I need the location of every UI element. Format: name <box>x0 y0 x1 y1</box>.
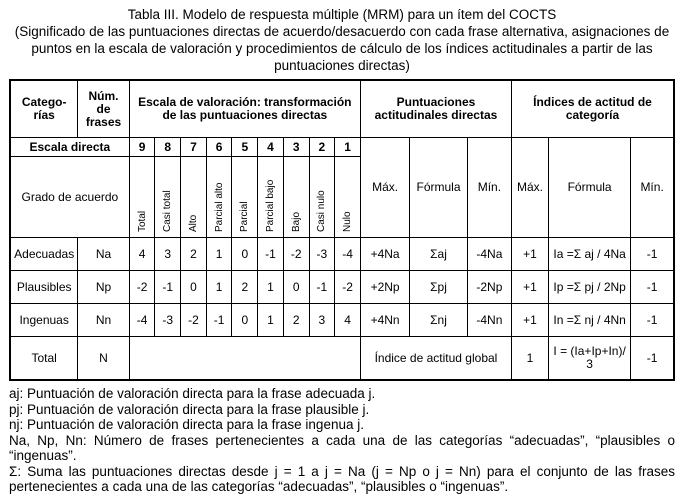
max-directas-cell: +2Np <box>360 271 409 304</box>
max-indice-cell: 1 <box>512 337 549 381</box>
scale-number-cell: 6 <box>206 138 232 157</box>
score-cell: 0 <box>181 271 207 304</box>
max-indice-cell: +1 <box>512 238 549 271</box>
min-directas-cell: -2Np <box>467 271 511 304</box>
grado-level-cell <box>283 157 309 238</box>
header-categorias: Catego-rías <box>10 80 78 138</box>
row-num-frases: N <box>78 337 129 381</box>
max-indice-cell: +1 <box>512 271 549 304</box>
min-directas-cell: -4Na <box>467 238 511 271</box>
formula-directas-cell: Σpj <box>410 271 468 304</box>
grado-level-cell <box>335 157 361 238</box>
header-escala-valoracion: Escala de valoración: transformación de las puntuaciones directas <box>129 80 360 138</box>
header-row <box>10 80 674 138</box>
grado-level-cell <box>181 157 207 238</box>
score-cell: -1 <box>206 304 232 337</box>
min-indice-cell: -1 <box>631 337 674 381</box>
escala-directa-label: Escala directa <box>10 138 129 157</box>
grado-level-parcial-alto: Parcial alto <box>213 182 225 232</box>
score-cell: -1 <box>309 271 335 304</box>
empty-scale-cell <box>129 337 360 381</box>
score-cell: 4 <box>335 304 361 337</box>
score-cell: -4 <box>129 304 155 337</box>
row-num-frases: Na <box>78 238 129 271</box>
score-cell: 0 <box>232 304 258 337</box>
header-num-frases: Núm. de frases <box>78 80 129 138</box>
score-cell: -3 <box>309 238 335 271</box>
row-category: Total <box>10 337 78 381</box>
row-category: Adecuadas <box>10 238 78 271</box>
table-row-total <box>10 337 674 381</box>
grado-level-cell <box>206 157 232 238</box>
formula-directas-cell: Σaj <box>410 238 468 271</box>
score-cell: 2 <box>232 271 258 304</box>
table-row-plausibles <box>10 271 674 304</box>
header-puntuaciones-directas: Puntuaciones actitudinales directas <box>360 80 511 138</box>
formula-indice-cell: In =Σ nj / 4Nn <box>549 304 631 337</box>
mrm-table <box>9 79 675 381</box>
table-row-ingenuas <box>10 304 674 337</box>
min-directas-cell: -4Nn <box>467 304 511 337</box>
row-num-frases: Np <box>78 271 129 304</box>
subheader-min-directas: Mín. <box>467 138 511 238</box>
footnote-pj: pj: Puntuación de valoración directa para la frase plausible j. <box>9 401 370 417</box>
formula-indice-cell: Ia =Σ aj / 4Na <box>549 238 631 271</box>
footnote-sigma: Σ: Suma las puntuaciones directas desde j = 1 a j = Na (j = Np o j = Nn) para el conjunto de las frases pertenecientes a cada una de las categorías “adecuadas”, “plausibles o “ingenuas”. <box>9 463 675 494</box>
score-cell: 2 <box>283 304 309 337</box>
table-subtitle: (Significado de las puntuaciones directas de acuerdo/desacuerdo con cada frase alternativa, asignaciones de puntos en la escala de valoración y procedimientos de cálculo de los índices actitudinales a partir de las puntuaciones directas) <box>14 24 670 73</box>
footnote-num-frases: Na, Np, Nn: Número de frases pertenecientes a cada una de las categorías “adecuadas”, “plausibles o “ingenuas”. <box>9 432 675 463</box>
score-cell: 2 <box>181 238 207 271</box>
score-cell: -1 <box>155 271 181 304</box>
grado-level-cell <box>309 157 335 238</box>
max-directas-cell: +4Na <box>360 238 409 271</box>
subheader-max-indices: Máx. <box>512 138 549 238</box>
score-cell: 4 <box>129 238 155 271</box>
score-cell: 0 <box>283 271 309 304</box>
escala-directa-row <box>10 138 674 157</box>
grado-level-cell <box>155 157 181 238</box>
subheader-formula-directas: Fórmula <box>410 138 468 238</box>
table-title: Tabla III. Modelo de respuesta múltiple (MRM) para un ítem del COCTS <box>127 7 557 22</box>
subheader-min-indices: Mín. <box>631 138 674 238</box>
score-cell: 1 <box>206 271 232 304</box>
formula-indice-cell: I = (Ia+Ip+In)/ 3 <box>549 337 631 381</box>
footnote-nj: nj: Puntuación de valoración directa para la frase ingenua j. <box>9 417 364 432</box>
score-cell: 3 <box>155 238 181 271</box>
score-cell: -3 <box>155 304 181 337</box>
scale-number-cell: 5 <box>232 138 258 157</box>
grado-level-cell <box>232 157 258 238</box>
score-cell: -4 <box>335 238 361 271</box>
footnote-aj: aj: Puntuación de valoración directa para la frase adecuada j. <box>9 386 376 401</box>
score-cell: -2 <box>129 271 155 304</box>
formula-directas-cell: Σnj <box>410 304 468 337</box>
scale-number-cell: 4 <box>258 138 284 157</box>
min-indice-cell: -1 <box>631 271 674 304</box>
subheader-max-directas: Máx. <box>360 138 409 238</box>
score-cell: 1 <box>258 304 284 337</box>
grado-level-casi-nulo: Casi nulo <box>316 189 328 232</box>
score-cell: 1 <box>258 271 284 304</box>
score-cell: 1 <box>206 238 232 271</box>
score-cell: 0 <box>232 238 258 271</box>
grado-level-parcial-bajo: Parcial bajo <box>264 179 276 232</box>
title-block <box>9 6 675 74</box>
footnotes-block <box>9 386 675 495</box>
min-indice-cell: -1 <box>631 304 674 337</box>
scale-number-cell: 7 <box>181 138 207 157</box>
grado-level-total: Total <box>136 210 148 232</box>
row-category: Plausibles <box>10 271 78 304</box>
row-num-frases: Nn <box>78 304 129 337</box>
scale-number-cell: 9 <box>129 138 155 157</box>
score-cell: -2 <box>181 304 207 337</box>
max-directas-cell: +4Nn <box>360 304 409 337</box>
scale-number-cell: 3 <box>283 138 309 157</box>
score-cell: -2 <box>335 271 361 304</box>
grado-level-cell <box>258 157 284 238</box>
scale-number-cell: 2 <box>309 138 335 157</box>
score-cell: -2 <box>283 238 309 271</box>
min-indice-cell: -1 <box>631 238 674 271</box>
grado-level-nulo: Nulo <box>342 210 354 232</box>
scale-number-cell: 8 <box>155 138 181 157</box>
grado-level-cell <box>129 157 155 238</box>
row-category: Ingenuas <box>10 304 78 337</box>
grado-level-bajo: Bajo <box>290 211 302 232</box>
subheader-formula-indices: Fórmula <box>549 138 631 238</box>
header-indices-actitud: Índices de actitud de categoría <box>512 80 675 138</box>
score-cell: 3 <box>309 304 335 337</box>
global-index-label: Índice de actitud global <box>360 337 511 381</box>
table-row-adecuadas <box>10 238 674 271</box>
max-indice-cell: +1 <box>512 304 549 337</box>
grado-level-parcial: Parcial <box>239 200 251 232</box>
grado-level-casi-total: Casi total <box>162 189 174 232</box>
formula-indice-cell: Ip =Σ pj / 2Np <box>549 271 631 304</box>
scale-number-cell: 1 <box>335 138 361 157</box>
grado-acuerdo-label: Grado de acuerdo <box>10 157 129 238</box>
score-cell: -1 <box>258 238 284 271</box>
grado-level-alto: Alto <box>187 214 199 232</box>
